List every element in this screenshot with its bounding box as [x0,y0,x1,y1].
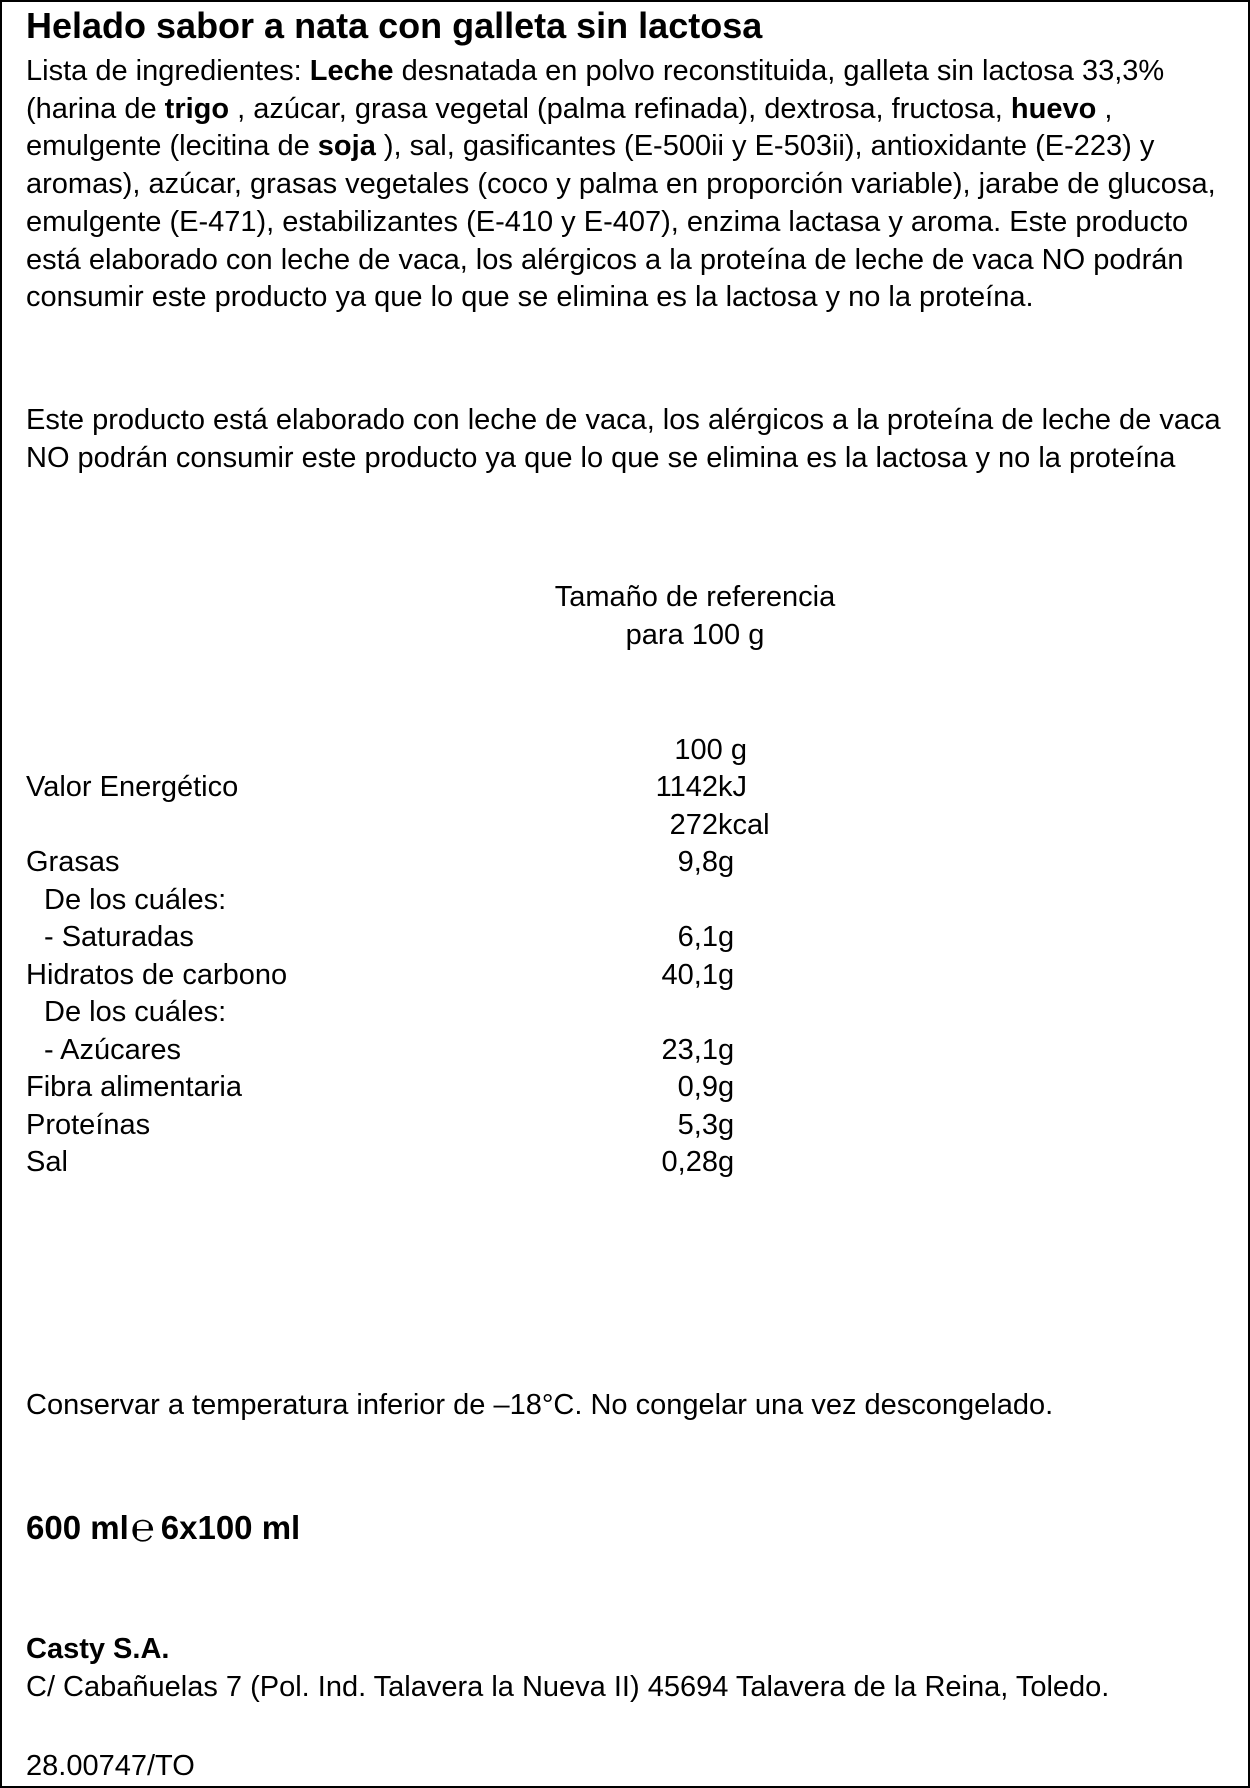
ingredients-list [26,53,1221,317]
nutrient-label: Valor Energético [26,771,239,803]
nutrient-label: Hidratos de carbono [26,958,288,991]
nutrient-label: Fibra alimentaria [26,1071,242,1103]
nutrient-label: De los cuáles: [44,996,227,1028]
nutrient-label: De los cuáles: [44,883,227,916]
ingredients-label: Lista de ingredientes: [26,55,310,87]
allergen-highlight: Leche [309,55,394,87]
company-address: C/ Cabañuelas 7 (Pol. Ind. Talavera la Nueva II) 45694 Talavera de la Reina, Toledo. [26,1671,1110,1703]
reference-line-1: Tamaño de referencia [554,581,836,613]
company-name: Casty S.A. [26,1633,170,1665]
ingredients-segment: , emulgente (lecitina de [26,92,1113,163]
ingredients-segment: , azúcar, grasa vegetal (palma refinada), dextrosa, fructosa, [229,92,1011,125]
nutrient-value: 40,1 [661,958,718,991]
net-volume [26,1505,301,1551]
nutrient-unit: g [718,1146,735,1178]
estimated-sign-icon: ℮ [130,1505,155,1551]
nutrient-unit: g [718,1071,735,1103]
reference-line-2: para 100 g [625,619,765,651]
unit-volume: 6x100 ml [160,1509,301,1546]
nutrient-value: 23,1 [661,1033,718,1066]
nutrient-value: 1142 [655,771,718,803]
ingredients-segment: desnatada en polvo reconstituida, galleta sin lactosa 33,3% (harina de [26,55,1165,125]
nutrient-unit: kcal [718,808,770,841]
nutrient-unit: g [718,1033,735,1066]
allergen-highlight: huevo [1010,92,1097,125]
storage-instructions: Conservar a temperatura inferior de –18°C. No congelar una vez descongelado. [26,1389,1054,1421]
nutrient-label: Grasas [26,846,120,878]
nutrition-reference-header [0,578,1250,654]
total-volume: 600 ml [26,1509,129,1546]
nutrient-label: - Azúcares [44,1033,181,1066]
nutrient-value: 6,1 [677,921,718,953]
nutrient-value: 272 [669,808,718,841]
nutrient-unit: kJ [718,771,747,803]
nutrient-label: Sal [26,1146,68,1178]
product-title: Helado sabor a nata con galleta sin lactosa [26,5,763,46]
ingredients-text [26,55,1216,313]
nutrient-unit: g [718,921,735,953]
ingredients-segment: ), sal, gasificantes (E-500ii y E-503ii), antioxidante (E-223) y aromas), azúcar, grasas vegetales (coco y palma en proporción variable), jarabe de glucosa, emulgente (E-471), estabilizantes (E-410 y E-407), enzima lactasa y aroma. Este producto está elaborado con leche de vaca, los alérgicos a la proteína de leche de vaca NO podrán consumir este producto ya que lo que se elimina es la lactosa y no la proteína. [26,130,1216,314]
nutrient-unit: g [718,846,735,878]
nutrient-label: - Saturadas [44,921,194,953]
allergen-highlight: soja [317,130,376,163]
nutrition-column-header: 100 g [674,734,747,766]
allergy-note: Este producto está elaborado con leche de vaca, los alérgicos a la proteína de leche de vaca NO podrán consumir este producto ya que lo que se elimina es la lactosa y no la proteína [26,404,1221,474]
nutrient-value: 0,9 [677,1071,718,1103]
allergen-highlight: trigo [164,92,230,125]
nutrient-label: Proteínas [26,1108,151,1141]
sanitary-registry: 28.00747/TO [26,1750,195,1782]
nutrient-value: 5,3 [677,1108,718,1141]
nutrient-value: 0,28 [661,1146,718,1178]
nutrient-unit: g [718,958,735,991]
nutrient-value: 9,8 [677,846,718,878]
nutrient-unit: g [718,1108,735,1141]
